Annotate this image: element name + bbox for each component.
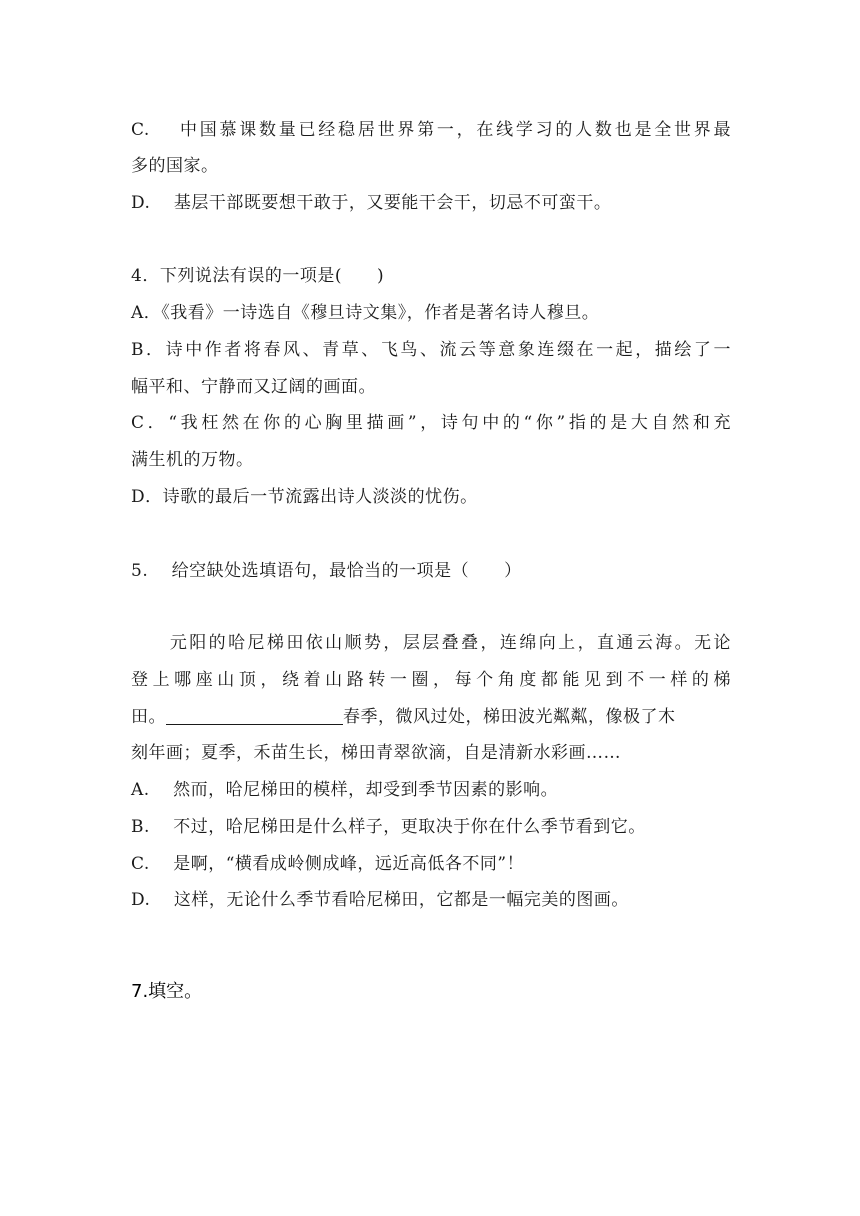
- section-7-heading: 7.填空。: [131, 981, 203, 1002]
- answer-blank[interactable]: [166, 706, 343, 725]
- q5-option-b: B. 不过，哈尼梯田是什么样子，更取决于你在什么季节看到它。: [131, 817, 646, 837]
- q5-stem: 5. 给空缺处选填语句，最恰当的一项是（ ）: [131, 561, 522, 581]
- q5-passage-line4: 刻年画；夏季，禾苗生长，梯田青翠欲滴，自是清新水彩画……: [131, 743, 621, 763]
- q3-option-c-line1: C. 中国慕课数量已经稳居世界第一，在线学习的人数也是全世界最: [131, 120, 731, 140]
- q5-passage-line3-start: 田。: [131, 707, 166, 727]
- q4-option-b-line2: 幅平和、宁静而又辽阔的画面。: [131, 377, 376, 397]
- q5-passage-line1: 元阳的哈尼梯田依山顺势，层层叠叠，连绵向上，直通云海。无论: [131, 633, 731, 653]
- q4-stem: 4．下列说法有误的一项是( ): [131, 266, 385, 286]
- q5-passage-line3: [131, 706, 731, 728]
- q4-option-c-line1: C．“我枉然在你的心胸里描画”，诗句中的“你”指的是大自然和充: [131, 413, 731, 433]
- q5-passage-line3-end: 春季，微风过处，梯田波光粼粼，像极了木: [343, 707, 676, 727]
- q4-option-d: D．诗歌的最后一节流露出诗人淡淡的忧伤。: [131, 487, 478, 507]
- q4-option-b-line1: B．诗中作者将春风、青草、飞鸟、流云等意象连缀在一起，描绘了一: [131, 340, 731, 360]
- q5-passage-line2: 登上哪座山顶，绕着山路转一圈，每个角度都能见到不一样的梯: [131, 670, 731, 690]
- q5-option-a: A. 然而，哈尼梯田的模样，却受到季节因素的影响。: [131, 780, 559, 800]
- q4-option-c-line2: 满生机的万物。: [131, 450, 254, 470]
- q5-option-d: D. 这样，无论什么季节看哈尼梯田，它都是一幅完美的图画。: [131, 890, 629, 910]
- q3-option-c-line2: 多的国家。: [131, 156, 219, 176]
- q4-option-a: A．《我看》一诗选自《穆旦诗文集》，作者是著名诗人穆旦。: [131, 303, 600, 323]
- q3-option-d: D. 基层干部既要想干敢于，又要能干会干，切忌不可蛮干。: [131, 193, 612, 213]
- q5-option-c: C. 是啊，“横看成岭侧成峰，远近高低各不同”！: [131, 854, 525, 874]
